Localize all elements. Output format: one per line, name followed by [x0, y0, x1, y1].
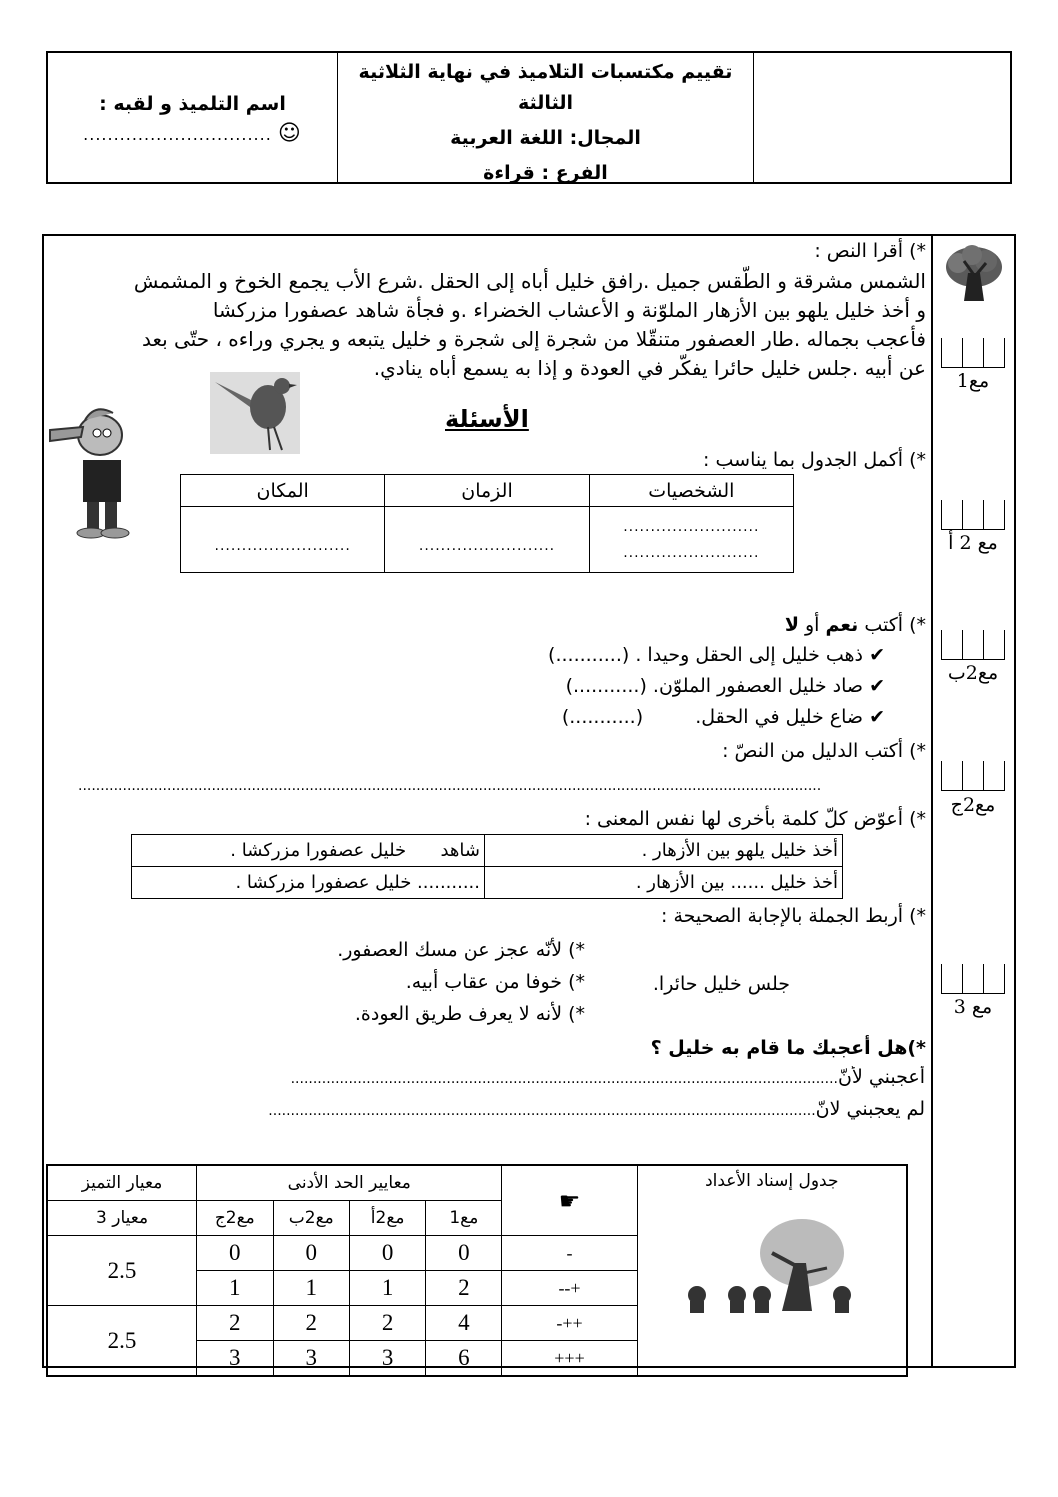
score-box-1[interactable]	[941, 338, 1005, 368]
grading-table: جدول إسناد الأعداد ☛ معايير الحد الأدنى معيار التميز مع1 مع2أ مع2ب مع2ج معيار 3 - 0 0 0 0 2.5 +-- 2 1 1 1 ++- 4 2 2 2 2.5 +++ 6 3 3 3	[46, 1164, 908, 1377]
reading-instruction: *) أقرا النص :	[814, 240, 926, 262]
true-false-item: ✔ ضاع خليل في الحقل. (...........)	[561, 706, 885, 728]
bird-illustration	[210, 372, 300, 454]
answer-blank[interactable]: (...........)	[565, 675, 647, 697]
criterion-label-2c: مع2ج	[950, 794, 996, 816]
check-icon: ✔	[869, 706, 885, 728]
q4-instruction: *) أربط الجملة بالإجابة الصحيحة :	[661, 905, 926, 927]
q4-options	[300, 937, 585, 1033]
q3-table: أخذ خليل يلهو بين الأزهار . شاهد خليل عصفورا مزركشا . أخذ خليل ...... بين الأزهار . ........... خليل عصفورا مزركشا .	[131, 834, 843, 899]
match-option[interactable]: *) خوفا من عقاب أبيه.	[405, 971, 585, 993]
grading-title-cell	[637, 1165, 907, 1376]
synonym-input-2[interactable]: ........... خليل عصفورا مزركشا .	[132, 867, 485, 899]
answer-blank[interactable]: (...........)	[561, 706, 644, 728]
table-row: +-- 2 1 1 1	[47, 1271, 907, 1306]
synonym-input-1[interactable]: أخذ خليل ...... بين الأزهار .	[485, 867, 843, 899]
characters-input[interactable]: ......................... .........................	[589, 507, 793, 573]
title-cell	[338, 53, 754, 182]
place-input[interactable]: .........................	[181, 507, 385, 573]
excellence-header: معيار التميز	[47, 1165, 197, 1201]
reading-passage: الشمس مشرقة و الطّقس جميل .رافق خليل أباه إلى الحقل .شرع الأب يجمع الخوخ و المشمش و أخذ خليل يلهو بين الأزهار الملوّنة و الأعشاب الخضراء .و فجأة شاهد عصفورا مزركشا فأعجب بجماله .طار العصفور متنقّلا من شجرة إلى شجرة و خليل يتبعه و يجري وراءه ، حتّى بعد عن أبيه .جلس خليل حائرا يفكّر في العودة و إذا به يسمع أباه ينادي.	[133, 269, 926, 380]
score-box-2c[interactable]	[941, 761, 1005, 791]
table-row: ++- 4 2 2 2 2.5	[47, 1306, 907, 1341]
min-criteria-header: معايير الحد الأدنى	[197, 1165, 502, 1201]
criterion-label-3: مع 3	[953, 996, 993, 1018]
subject-branch: الفرع : قراءة	[483, 162, 608, 184]
table-row: - 0 0 0 0 2.5	[47, 1236, 907, 1271]
criterion-label-1: مع1	[956, 370, 990, 392]
header-characters: الشخصيات	[589, 475, 793, 507]
true-false-item: ✔ ذهب خليل إلى الحقل وحيدا . (...........)	[548, 644, 885, 666]
time-input[interactable]: .........................	[385, 507, 589, 573]
q1-table	[180, 474, 794, 573]
student-name-label: اسم التلميذ و لقبه :	[99, 93, 286, 115]
table-row: +++ 6 3 3 3	[47, 1341, 907, 1377]
header-time: الزمان	[385, 475, 589, 507]
criterion-label-2b: مع2ب	[947, 662, 999, 684]
q5-instruction: *)هل أعجبك ما قام به خليل ؟	[650, 1037, 926, 1059]
score-box-2b[interactable]	[941, 630, 1005, 660]
q2-items	[480, 642, 885, 735]
column-divider	[931, 234, 933, 1368]
questions-heading: الأسئلة	[445, 405, 529, 433]
answer-blank[interactable]: (...........)	[548, 644, 630, 666]
q2-instruction: *) أكتب نعم أو لا	[784, 614, 926, 636]
blank-cell	[754, 53, 1010, 182]
proof-input[interactable]: .......................................................................................................................................................................	[78, 778, 822, 794]
liked-answer[interactable]: أعجبني لأنّ...........................................................................................................................	[290, 1066, 925, 1088]
check-icon: ✔	[869, 644, 885, 666]
smiley-icon: ☺	[277, 121, 302, 146]
q1-instruction: *) أكمل الجدول بما يناسب :	[703, 449, 926, 471]
criterion-label-2a: مع 2 أ	[948, 532, 998, 554]
score-box-3[interactable]	[941, 964, 1005, 994]
tree-icon	[940, 243, 1008, 305]
page-title: تقييم مكتسبات التلاميذ في نهاية الثلاثية الثالثة	[358, 61, 733, 114]
subject-domain: المجال: اللغة العربية	[450, 127, 641, 149]
true-false-item: ✔ صاد خليل العصفور الملوّن. (...........)	[565, 675, 885, 697]
match-option[interactable]: *) لأنه لا يعرف طريق العودة.	[354, 1003, 585, 1025]
student-name-field[interactable]: ☺ ...............................	[83, 121, 302, 146]
student-name-cell	[48, 53, 338, 182]
tree-monkeys-illustration	[682, 1213, 862, 1318]
header-place: المكان	[181, 475, 385, 507]
proof-instruction: *) أكتب الدليل من النصّ :	[722, 740, 926, 762]
pointer-icon: ☛	[502, 1165, 637, 1236]
match-option[interactable]: *) لأنّه عجز عن مسك العصفور.	[337, 939, 585, 961]
check-icon: ✔	[869, 675, 885, 697]
score-box-2a[interactable]	[941, 500, 1005, 530]
match-sentence[interactable]: جلس خليل حائرا.	[652, 973, 790, 995]
grading-title: جدول إسناد الأعداد	[705, 1171, 839, 1191]
header-box	[46, 51, 1012, 184]
q3-instruction: *) أعوّض كلّ كلمة بأخرى لها نفس المعنى :	[584, 808, 926, 830]
disliked-answer[interactable]: لم يعجبني لانّ...........................................................................................................................	[268, 1098, 925, 1120]
